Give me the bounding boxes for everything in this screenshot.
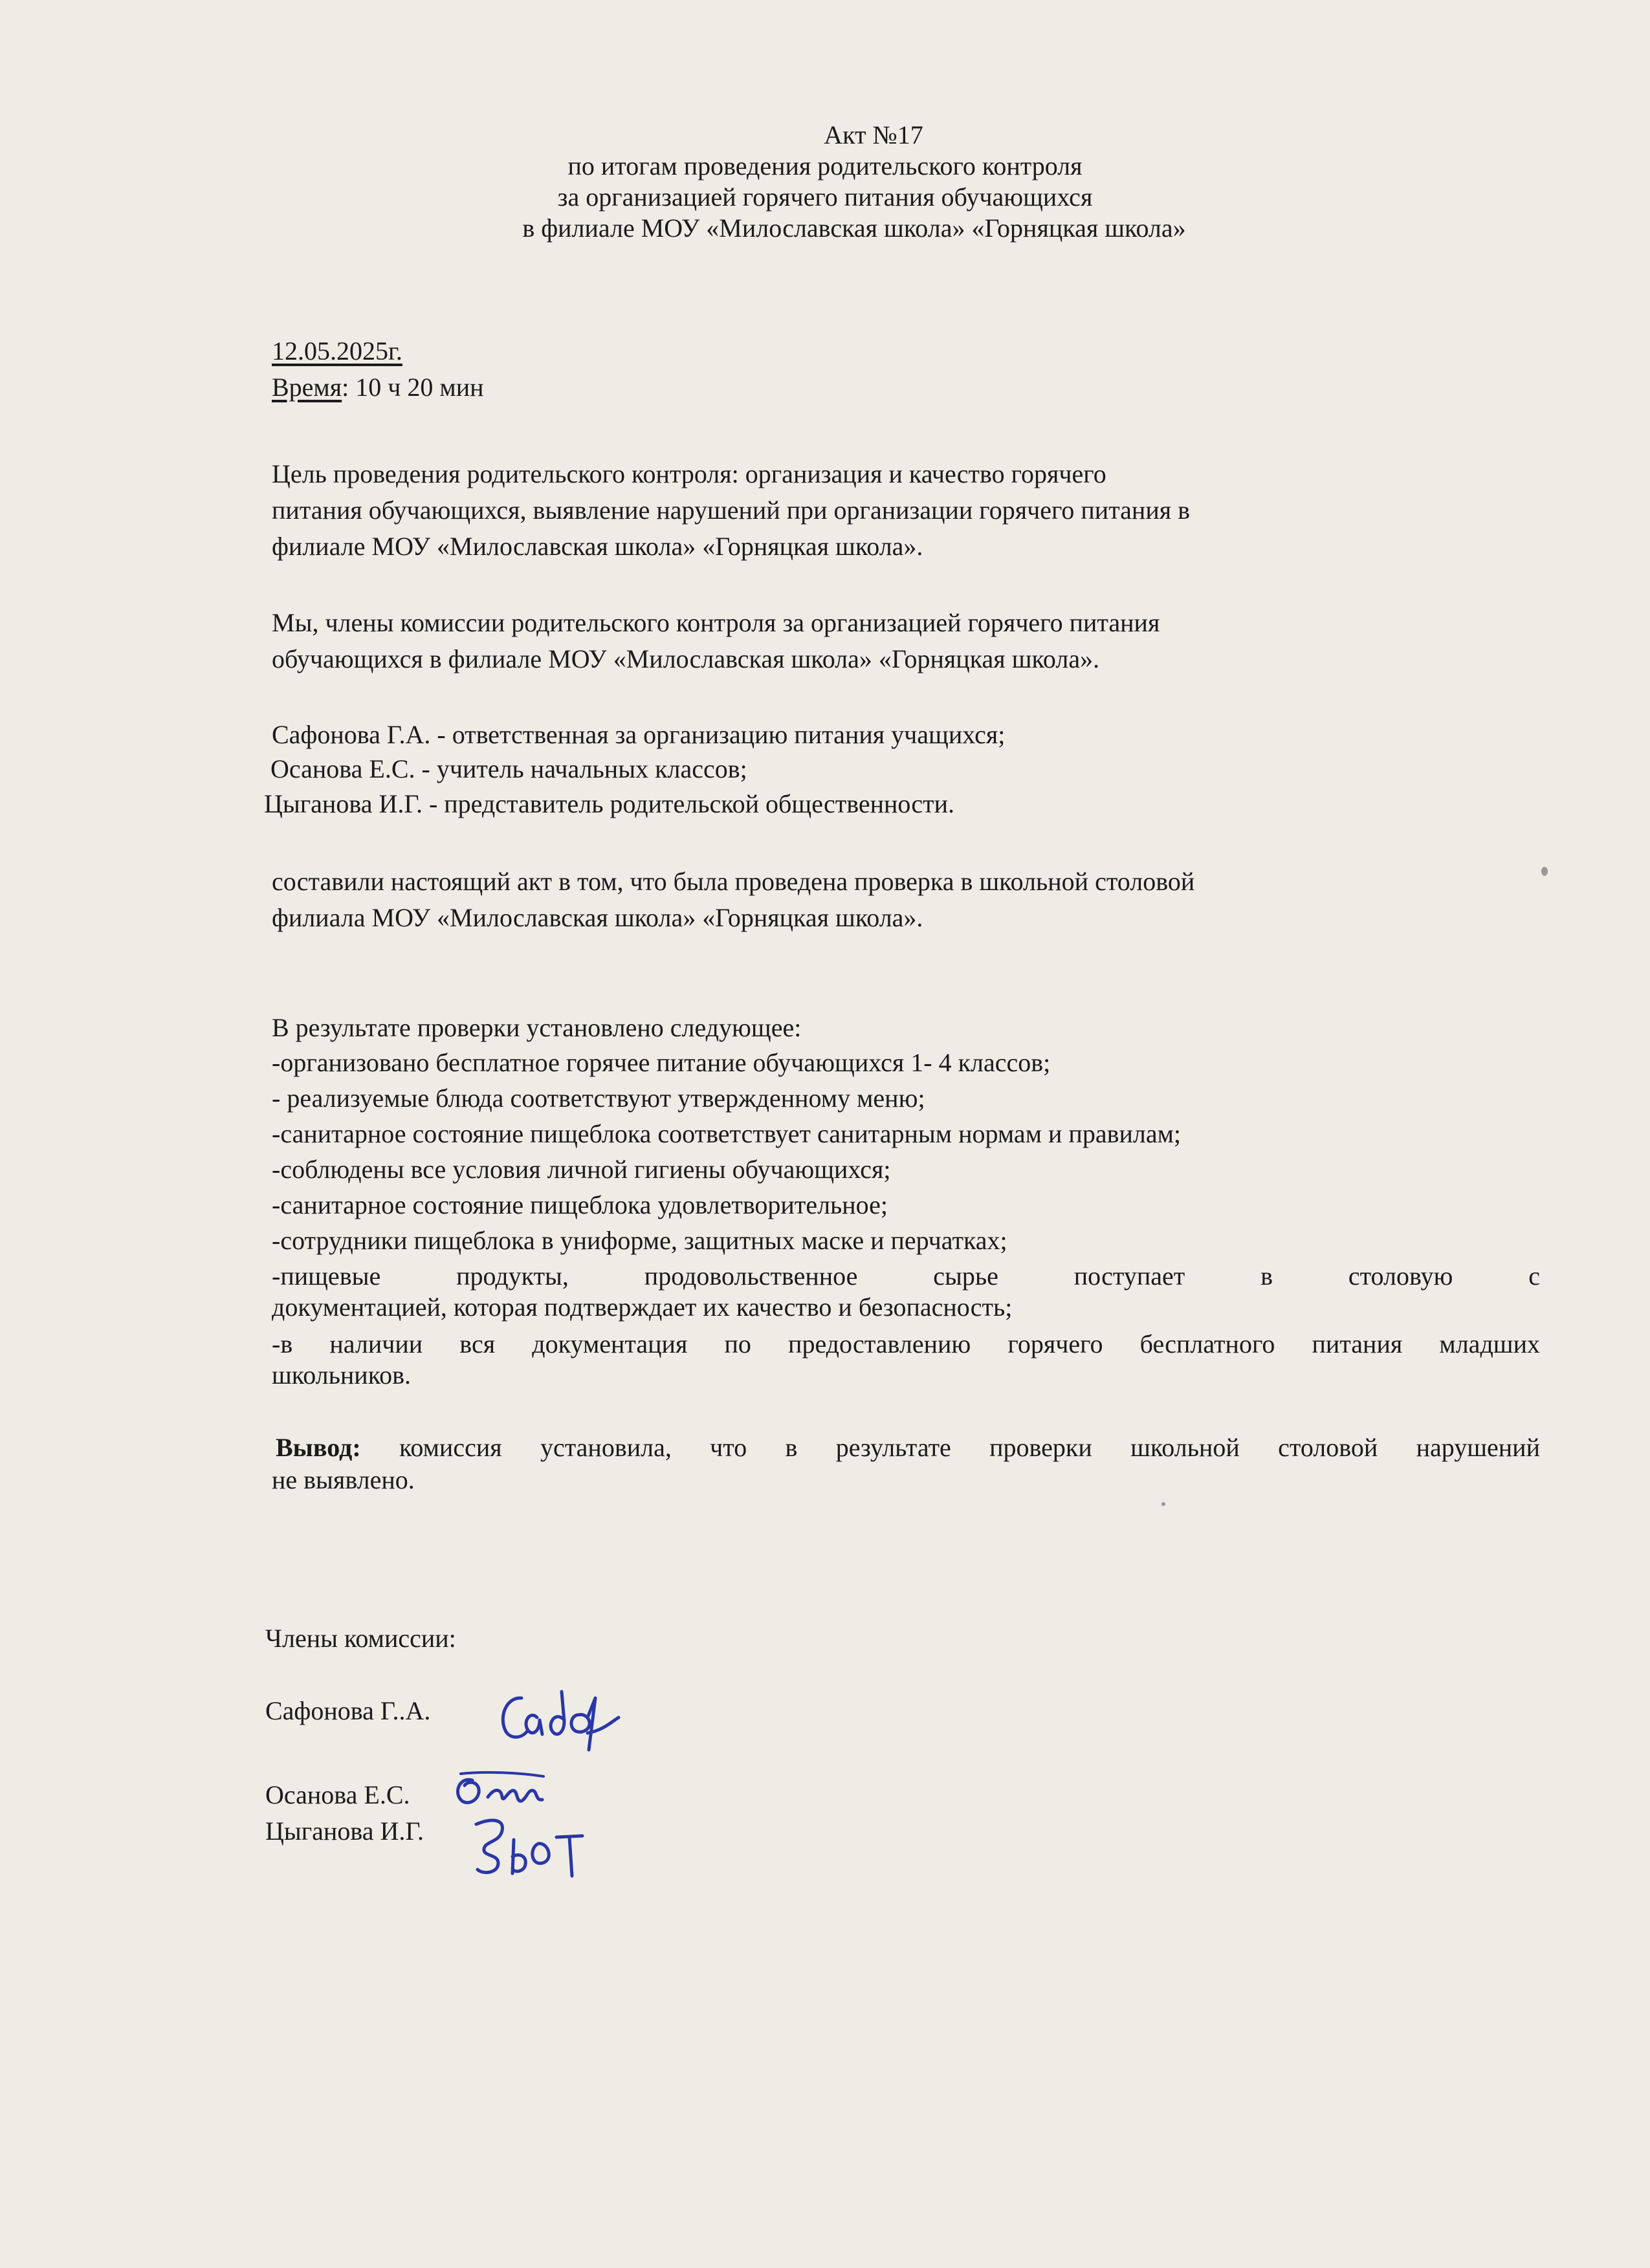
commission-intro-line-2: обучающихся в филиале МОУ «Милославская школа» «Горняцкая школа». <box>272 644 1100 673</box>
signature-safonova <box>492 1672 628 1756</box>
finding-item: -сотрудники пищеблока в униформе, защитных маске и перчатках; <box>272 1226 1007 1255</box>
finding-item-7-line-1: -пищевые продукты, продовольственное сырье поступает в столовую с <box>272 1261 1540 1291</box>
title-line-4: в филиале МОУ «Милославская школа» «Горняцкая школа» <box>522 213 1186 243</box>
findings-heading: В результате проверки установлено следующее: <box>272 1013 802 1042</box>
finding-item-8-line-2: школьников. <box>272 1360 411 1390</box>
document-title <box>0 120 1650 244</box>
purpose-line-3: филиале МОУ «Милославская школа» «Горняцкая школа». <box>272 532 923 561</box>
member-line-3: Цыганова И.Г. - представитель родительской общественности. <box>264 789 955 818</box>
finding-item-8-line-1: -в наличии вся документация по предоставлению горячего бесплатного питания младших <box>272 1329 1540 1358</box>
title-line-3: за организацией горячего питания обучающихся <box>557 182 1093 212</box>
conclusion-label: Вывод: <box>276 1433 361 1462</box>
finding-item: -организовано бесплатное горячее питание обучающихся 1- 4 классов; <box>272 1048 1051 1077</box>
finding-item: -санитарное состояние пищеблока удовлетворительное; <box>272 1190 888 1219</box>
time-value: : 10 ч 20 мин <box>342 373 484 402</box>
signatory-name: Осанова Е.С. <box>265 1780 410 1809</box>
time-label: Время <box>272 373 342 402</box>
act-statement-line-2: филиала МОУ «Милославская школа» «Горняцкая школа». <box>272 903 923 932</box>
scan-speck <box>1541 867 1548 876</box>
conclusion-line-1 <box>276 1433 1540 1463</box>
finding-item: -соблюдены все условия личной гигиены обучающихся; <box>272 1155 891 1184</box>
signature-osanova <box>446 1766 563 1818</box>
signatory-name: Сафонова Г..А. <box>265 1696 431 1725</box>
commission-intro-line-1: Мы, члены комиссии родительского контроля за организацией горячего питания <box>272 608 1160 637</box>
scan-speck <box>1161 1502 1165 1506</box>
signature-tsyganova <box>466 1811 595 1889</box>
conclusion-text: комиссия установила, что в результате проверки школьной столовой нарушений <box>360 1433 1540 1462</box>
finding-item-7-line-2: документацией, которая подтверждает их качество и безопасность; <box>272 1292 1013 1322</box>
member-line-2: Осанова Е.С. - учитель начальных классов; <box>270 754 747 783</box>
conclusion-line-2: не выявлено. <box>272 1465 415 1494</box>
purpose-line-1: Цель проведения родительского контроля: организация и качество горячего <box>272 459 1106 488</box>
purpose-line-2: питания обучающихся, выявление нарушений при организации горячего питания в <box>272 496 1191 525</box>
member-line-1: Сафонова Г.А. - ответственная за организацию питания учащихся; <box>272 720 1006 749</box>
act-date: 12.05.2025г. <box>272 336 402 365</box>
signatory-name: Цыганова И.Г. <box>265 1816 424 1846</box>
finding-item: - реализуемые блюда соответствуют утвержденному меню; <box>272 1084 925 1113</box>
signatures-heading: Члены комиссии: <box>265 1624 456 1653</box>
title-line-2: по итогам проведения родительского контроля <box>567 151 1083 180</box>
finding-item: -санитарное состояние пищеблока соответствует санитарным нормам и правилам; <box>272 1119 1181 1148</box>
act-time <box>272 373 484 402</box>
act-statement-line-1: составили настоящий акт в том, что была проведена проверка в школьной столовой <box>272 867 1195 896</box>
act-number: Акт №17 <box>824 120 923 149</box>
